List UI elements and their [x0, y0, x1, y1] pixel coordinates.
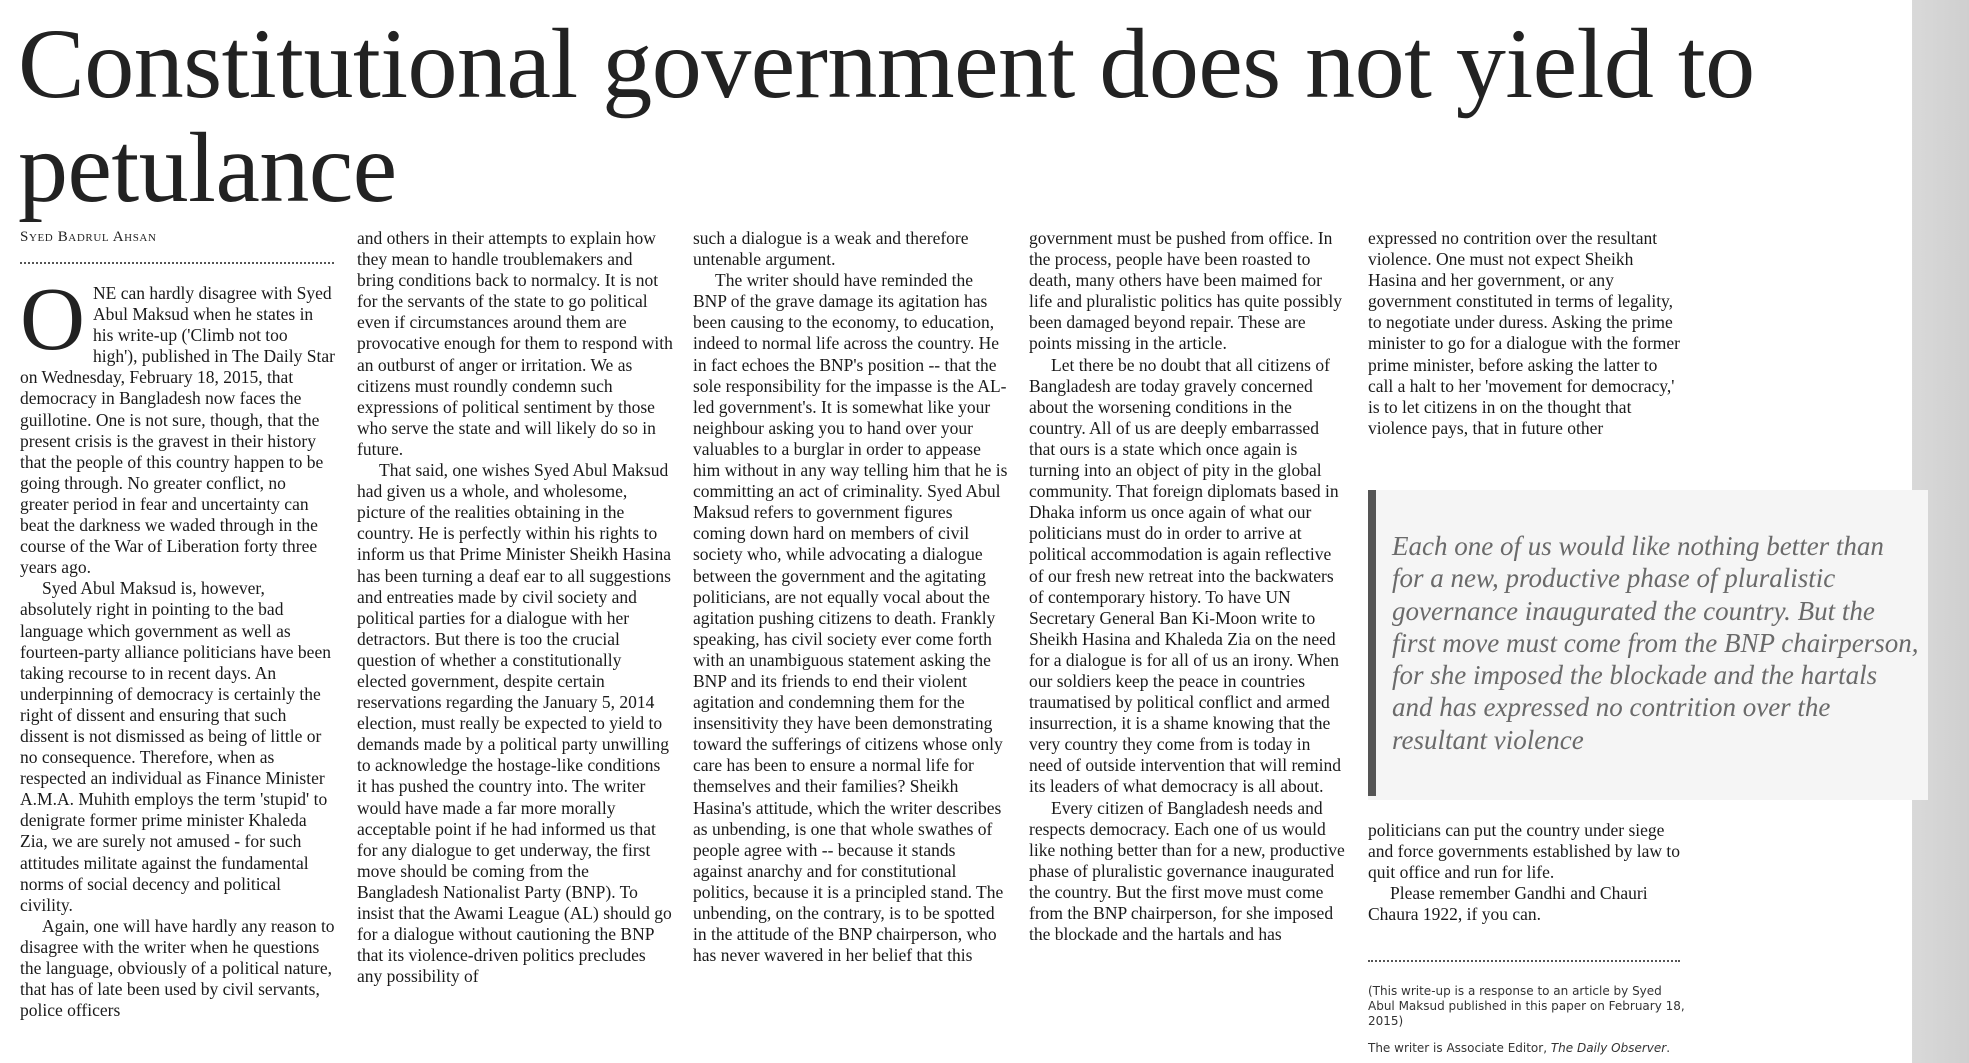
pull-quote-bar: [1368, 490, 1376, 796]
byline-divider: [20, 262, 334, 264]
article-paragraph: government must be pushed from office. In the process, people have been roasted to death, many others have been maimed for life and pluralistic politics has quite possibly been damaged beyond repair. These are points missing in the article.: [1029, 228, 1343, 354]
article-column-3: [693, 228, 1009, 966]
article-byline: Syed Badrul Ahsan: [20, 229, 157, 245]
publication-name: The Daily Observer: [1550, 1041, 1667, 1055]
article-paragraph: Let there be no doubt that all citizens of Bangladesh are today gravely concerned about the worsening conditions in the country. All of us are deeply embarrassed that ours is a state which once again is turning into an object of pity in the global community. That foreign diplomats based in Dhaka inform us once again of what our politicians must do in order to arrive at political accommodation is again reflective of our fresh new retreat into the backwaters of contemporary history. To have UN Secretary General Ban Ki-Moon write to Sheikh Hasina and Khaleda Zia on the need for a dialogue is for all of us an irony. When our soldiers keep the peace in countries traumatised by political conflict and armed insurrection, it is a shame knowing that the very country they come from is today in need of outside intervention that will remind its leaders of what democracy is all about.: [1029, 354, 1342, 797]
credit-period: .: [1666, 1041, 1671, 1055]
article-paragraph: Syed Abul Maksud is, however, absolutely right in pointing to the bad language which government as well as fourteen-party alliance politicians have been taking recourse to in recent days. An underpinning of democracy is certainly the right of dissent and ensuring that such dissent is not dismissed as being of little or no consequence. Therefore, when as respected an individual as Finance Minister A.M.A. Muhith employs the term 'stupid' to denigrate former prime minister Khaleda Zia, we are surely not amused - for such attitudes militate against the fundamental norms of social decency and political civility.: [20, 578, 331, 915]
article-column-2: [357, 228, 673, 987]
article-column-1: [20, 270, 336, 1021]
drop-cap: O: [20, 270, 85, 369]
article-paragraph: Please remember Gandhi and Chauri Chaura 1922, if you can.: [1368, 883, 1648, 925]
article-paragraph: Again, one will have hardly any reason to disagree with the writer when he questions the language, obviously of a political nature, that has of late been used by civil servants, police officers: [20, 915, 335, 1021]
article-column-4: [1029, 228, 1347, 945]
paragraph-text: NE can hardly disagree with Syed Abul Maksud when he states in his write-up ('Climb not too high'), published in The Daily Star on Wednesday, February 18, 2015, that democracy in Bangladesh now faces the guillotine. One is not sure, though, that the present crisis is the gravest in their history that the people of this country happen to be going through. No greater conflict, no greater period in fear and uncertainty can beat the darkness we waded through in the course of the War of Liberation forty three years ago.: [20, 283, 335, 578]
article-paragraph: Every citizen of Bangladesh needs and respects democracy. Each one of us would like nothing better than for a new, productive phase of pluralistic governance inaugurated the country. But the first move must come from the BNP chairperson, for she imposed the blockade and the hartals and has: [1029, 797, 1345, 945]
pull-quote-text: Each one of us would like nothing better than for a new, productive phase of pluralistic governance inaugurated the country. But the first move must come from the BNP chairperson, for she imposed the blockade and the hartals and has expressed no contrition over the resultant violence: [1392, 531, 1919, 755]
article-paragraph: That said, one wishes Syed Abul Maksud had given us a whole, and wholesome, picture of the realities obtaining in the country. He is perfectly within his rights to inform us that Prime Minister Sheikh Hasina has been turning a deaf ear to all suggestions and entreaties made by civil society and political parties for a dialogue with her detractors. But there is too the crucial question of whether a constitutionally elected government, despite certain reservations regarding the January 5, 2014 election, must really be expected to yield to demands made by a political party unwilling to acknowledge the hostage-like conditions it has pushed the country into. The writer would have made a far more morally acceptable point if he had informed us that for any dialogue to get underway, the first move should be coming from the Bangladesh Nationalist Party (BNP). To insist that the Awami League (AL) should go for a dialogue without cautioning the BNP that its violence-driven politics precludes any possibility of: [357, 460, 672, 987]
article-paragraph: expressed no contrition over the resultant violence. One must not expect Sheikh Hasina and her government, or any government constituted in terms of legality, to negotiate under duress. Asking the prime minister to go for a dialogue with the former prime minister, before asking the latter to call a halt to her 'movement for democracy,' is to let citizens in on the thought that violence pays, that in future other: [1368, 228, 1681, 438]
article-paragraph: The writer should have reminded the BNP of the grave damage its agitation has been causing to the economy, to education, indeed to normal life across the country. He in fact echoes the BNP's position -- that the sole responsibility for the impasse is the AL-led government's. It is somewhat like your neighbour asking you to hand over your valuables to a burglar in order to appease him without in any way telling him that he is committing an act of criminality. Syed Abul Maksud refers to government figures coming down hard on members of civil society who, while advocating a dialogue between the government and the agitating politicians, are not equally vocal about the agitation pushing citizens to death. Frankly speaking, has civil society ever come forth with an unambiguous statement asking the BNP and its friends to end their violent agitation and condemning them for the insensitivity they have been demonstrating toward the sufferings of citizens whose only care has been to ensure a normal life for themselves and their families? Sheikh Hasina's attitude, which the writer describes as unbending, is one that whole swathes of people agree with -- because it stands against anarchy and for constitutional politics, because it is a principled stand. The unbending, on the contrary, is to be spotted in the attitude of the BNP chairperson, who has never wavered in her belief that this: [693, 270, 1008, 966]
article-paragraph: such a dialogue is a weak and therefore untenable argument.: [693, 228, 969, 270]
credit-text: The writer is Associate Editor,: [1368, 1041, 1551, 1055]
article-paragraph: politicians can put the country under siege and force governments established by law to quit office and run for life.: [1368, 820, 1680, 883]
article-column-5-top: [1368, 228, 1684, 439]
article-paragraph: and others in their attempts to explain how they mean to handle troublemakers and bring conditions back to normalcy. It is not for the servants of the state to go political even if circumstances around them are provocative enough for them to respond with an outburst of anger or irritation. We as citizens must roundly condemn such expressions of political sentiment by those who serve the state and will likely do so in future.: [357, 228, 673, 459]
writer-credit: [1368, 1041, 1698, 1056]
article-paragraph: [20, 270, 336, 578]
end-divider: [1368, 960, 1680, 962]
article-column-5-bottom: [1368, 820, 1684, 925]
pull-quote: [1368, 490, 1928, 800]
article-headline: Constitutional government does not yield to petulance: [18, 8, 1755, 223]
article-footnote: (This write-up is a response to an article by Syed Abul Maksud published in this paper on February 18, 2015): [1368, 984, 1685, 1028]
